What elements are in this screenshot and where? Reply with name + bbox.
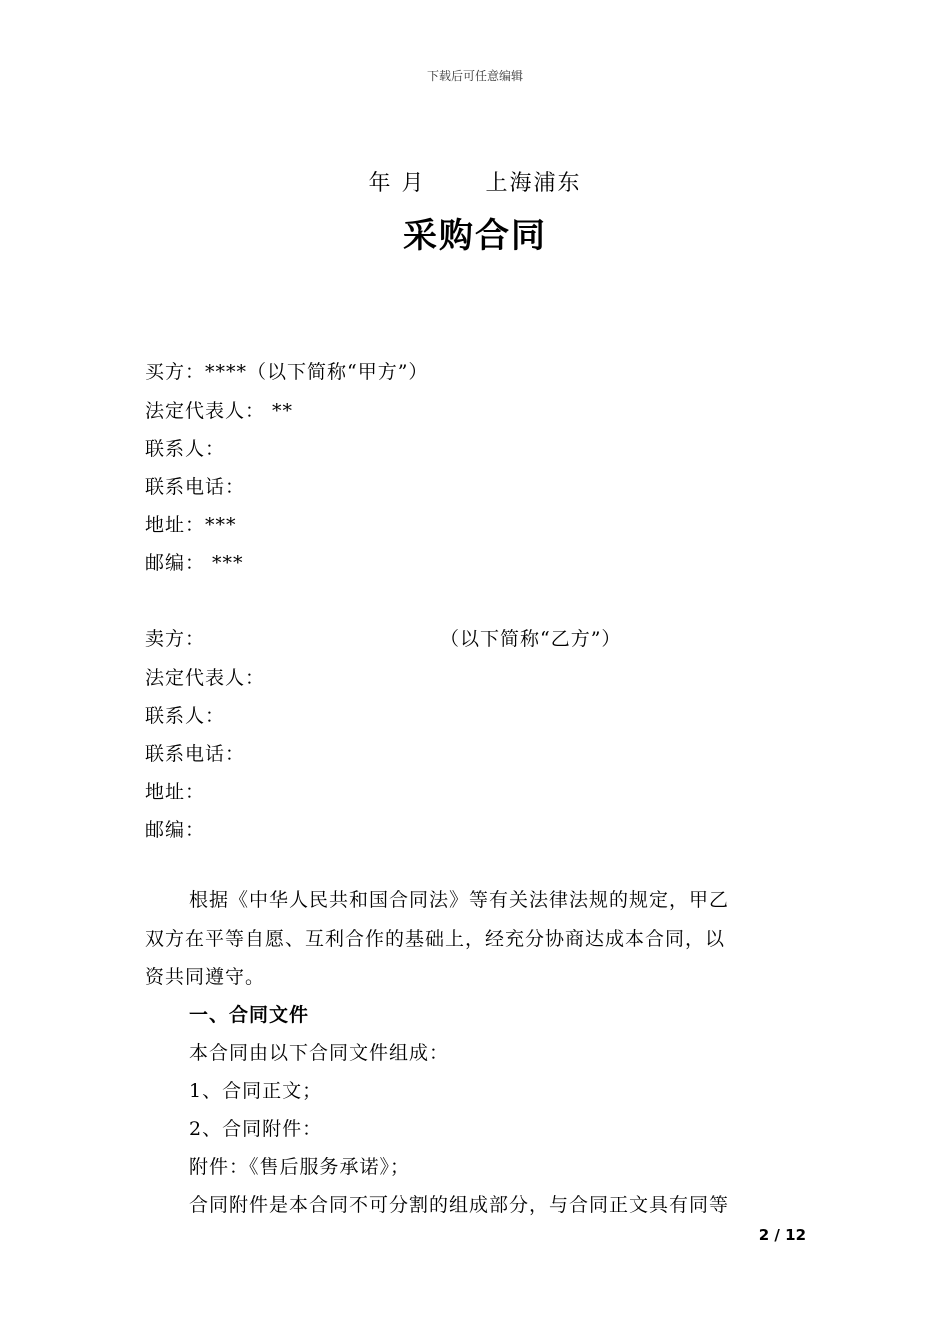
seller-phone-line: 联系电话： [145,743,246,765]
page-number: 2 / 12 [758,1226,806,1244]
intro-paragraph-line-2: 双方在平等自愿、互利合作的基础上，经充分协商达成本合同，以 [145,928,726,950]
seller-address-line: 地址： [145,781,206,803]
seller-postcode-line: 邮编： [145,819,206,841]
seller-rep-line: 法定代表人： [145,667,266,689]
attachment-line: 附件：《售后服务承诺》； [189,1156,411,1178]
seller-label: 卖方： [145,628,206,650]
buyer-contact-line: 联系人： [145,438,226,460]
buyer-rep-line: 法定代表人： ** [145,400,294,422]
contract-date: 年 月 [368,171,426,196]
date-place-line [0,166,950,197]
buyer-name-line: 买方：****（以下简称“甲方”） [145,361,429,383]
list-item-2: 2、合同附件： [189,1118,323,1140]
seller-contact-line: 联系人： [145,705,226,727]
body-last-line: 合同附件是本合同不可分割的组成部分，与合同正文具有同等 [189,1194,730,1216]
intro-paragraph-line-3: 资共同遵守。 [145,966,266,988]
header-note: 下载后可任意编辑 [426,69,523,83]
seller-abbreviation: （以下简称“乙方”） [440,628,622,650]
contract-place: 上海浦东 [485,171,582,196]
intro-paragraph-line-1: 根据《中华人民共和国合同法》等有关法律法规的规定，甲乙 [189,889,730,911]
section-text: 本合同由以下合同文件组成： [189,1042,450,1064]
buyer-phone-line: 联系电话： [145,476,246,498]
buyer-postcode-line: 邮编： *** [145,552,244,574]
section-heading: 一、合同文件 [189,1004,310,1026]
buyer-address-line: 地址：*** [145,514,237,536]
document-title: 采购合同 [403,216,547,256]
list-item-1: 1、合同正文； [189,1080,323,1102]
